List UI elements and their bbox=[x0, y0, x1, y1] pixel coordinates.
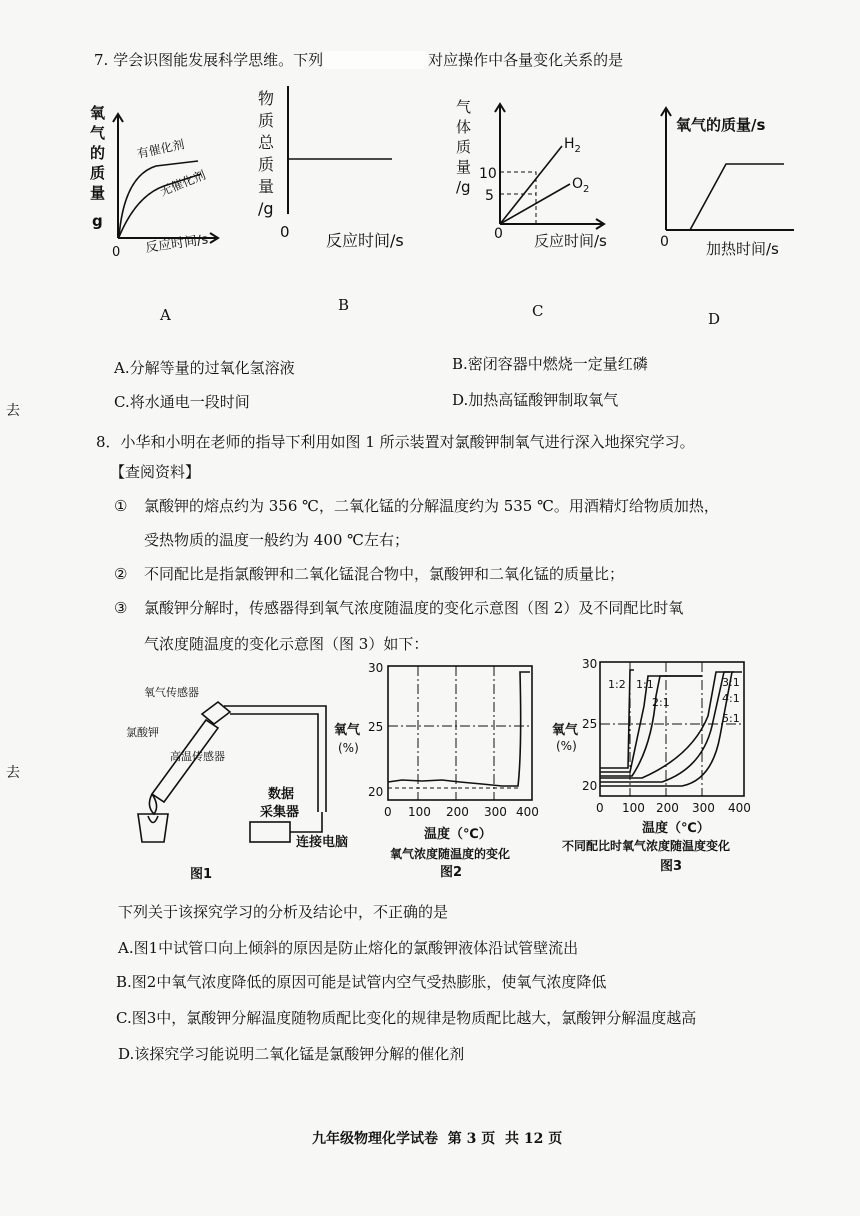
fig3-xtick: 0 bbox=[596, 801, 604, 815]
fig3-curve-2-1 bbox=[600, 676, 702, 776]
graph-c-series-o2-main: O bbox=[572, 176, 584, 192]
graph-c-ylabel-char: 气 bbox=[456, 98, 472, 116]
graph-b-ylabel-char: 物 bbox=[258, 89, 275, 108]
q8-prompt: 下列关于该探究学习的分析及结论中，不正确的是 bbox=[118, 903, 449, 921]
q7-option-a: A.分解等量的过氧化氢溶液 bbox=[114, 359, 295, 377]
fig3-chart bbox=[552, 656, 770, 876]
fig3-xtick: 400 bbox=[728, 801, 751, 815]
q7-option-c: C.将水通电一段时间 bbox=[114, 393, 250, 411]
fig1-label-temp-sensor: 高温传感器 bbox=[170, 750, 225, 763]
graph-c-ylabel-char: 量 bbox=[456, 158, 472, 176]
fig3-xtick: 200 bbox=[656, 801, 679, 815]
graph-c-line-h2 bbox=[500, 146, 562, 224]
graph-b-caption: B bbox=[338, 296, 350, 314]
graph-a-ylabel-char: 气 bbox=[90, 124, 106, 142]
graph-c-ylabel-char: 质 bbox=[456, 138, 472, 156]
graph-a-ylabel-char: g bbox=[92, 212, 103, 230]
graph-c-origin: 0 bbox=[494, 226, 503, 242]
fig3-ytick: 20 bbox=[582, 779, 598, 793]
q7-number: 7. bbox=[94, 51, 109, 69]
graph-a-curve-no-catalyst-label: 无催化剂 bbox=[157, 167, 208, 199]
graph-c-tick-10: 10 bbox=[479, 166, 497, 182]
graph-c-ylabel bbox=[456, 98, 471, 196]
fig1-label-kclo3: 氯酸钾 bbox=[126, 726, 159, 739]
fig3-ratio-label: 4:1 bbox=[722, 692, 740, 705]
fig2-ytick: 20 bbox=[368, 785, 384, 799]
graph-a-origin: 0 bbox=[112, 245, 121, 260]
q8-stem: 8．小华和小明在老师的指导下利用如图 1 所示装置对氯酸钾制氧气进行深入地探究学习。 bbox=[96, 433, 695, 451]
graph-c-line-o2 bbox=[500, 184, 570, 224]
graph-c-xlabel: 反应时间/s bbox=[534, 232, 607, 250]
graph-b-ylabel-char: 量 bbox=[258, 177, 275, 196]
fig2-ytick: 30 bbox=[368, 661, 384, 675]
graph-b-ylabel-char: 质 bbox=[258, 111, 275, 130]
fig1-stand bbox=[148, 816, 158, 823]
fig2-ylabel-2: (%) bbox=[338, 741, 359, 755]
graph-b bbox=[254, 86, 424, 256]
fig3-ylabel-1: 氧气 bbox=[552, 723, 579, 738]
q7-stem-after: 对应操作中各量变化关系的是 bbox=[428, 51, 624, 69]
margin-mark: 去 bbox=[6, 403, 20, 419]
fig2-curve bbox=[388, 672, 530, 786]
fig2-xtick: 200 bbox=[446, 805, 469, 819]
fig2-xtick: 400 bbox=[516, 805, 539, 819]
graph-d-ylabel: 氧气的质量/s bbox=[676, 116, 766, 134]
q7-option-b: B.密闭容器中燃烧一定量红磷 bbox=[452, 355, 648, 373]
fig2-xtick: 0 bbox=[384, 805, 392, 819]
graph-b-xlabel: 反应时间/s bbox=[326, 231, 404, 250]
graph-a-ylabel-char: 氧 bbox=[90, 104, 106, 122]
obscured-text bbox=[323, 51, 428, 69]
fig2-xlabel: 温度（℃） bbox=[424, 827, 492, 842]
fig3-caption: 图3 bbox=[660, 859, 683, 874]
page-footer: 九年级物理化学试卷 第 3 页 共 12 页 bbox=[312, 1131, 563, 1147]
q8-item1-num: ① bbox=[114, 497, 128, 515]
q7-option-d: D.加热高锰酸钾制取氧气 bbox=[452, 391, 619, 409]
graph-a-ylabel-char: 量 bbox=[90, 184, 106, 202]
q8-item3-line1: 氯酸钾分解时，传感器得到氧气浓度随温度的变化示意图（图 2）及不同配比时氧 bbox=[144, 599, 684, 617]
q7-stem bbox=[94, 50, 623, 70]
graph-b-origin: 0 bbox=[280, 223, 290, 241]
fig3-ratio-label: 5:1 bbox=[722, 712, 740, 725]
fig1-burner bbox=[138, 814, 168, 842]
graph-c-series-h2-main: H bbox=[564, 136, 575, 152]
q8-option-b: B.图2中氧气浓度降低的原因可能是试管内空气受热膨胀，使氧气浓度降低 bbox=[116, 973, 607, 991]
graph-d-y-axis bbox=[661, 108, 671, 230]
q8-section-title: 【查阅资料】 bbox=[110, 463, 201, 481]
graph-d bbox=[650, 104, 800, 264]
fig3-xtick: 300 bbox=[692, 801, 715, 815]
q8-item2-num: ② bbox=[114, 565, 128, 583]
fig1-collector-box bbox=[250, 822, 290, 842]
graph-d-line bbox=[690, 164, 784, 230]
fig3-subtitle: 不同配比时氧气浓度随温度变化 bbox=[562, 839, 731, 853]
graph-d-origin: 0 bbox=[660, 234, 669, 250]
q7-stem-before: 学会识图能发展科学思维。下列 bbox=[113, 51, 324, 69]
fig2-ytick: 25 bbox=[368, 720, 384, 734]
graph-c-series-o2-sub: 2 bbox=[583, 184, 590, 195]
fig3-xtick: 100 bbox=[622, 801, 645, 815]
q8-item1-line1: 氯酸钾的熔点约为 356 ℃，二氧化锰的分解温度约为 535 ℃。用酒精灯给物质加热， bbox=[144, 497, 719, 515]
graph-b-ylabel bbox=[258, 89, 275, 218]
fig3-xlabel: 温度（℃） bbox=[642, 821, 710, 836]
graph-a-ylabel-char: 质 bbox=[90, 164, 106, 182]
fig2-ylabel-1: 氧气 bbox=[334, 723, 361, 738]
q8-item1-line2: 受热物质的温度一般约为 400 ℃左右； bbox=[144, 531, 409, 549]
margin-mark: 去 bbox=[6, 765, 20, 781]
fig1-label-computer: 连接电脑 bbox=[296, 835, 349, 850]
graph-a-curve-catalyst bbox=[119, 161, 198, 237]
graph-c-caption: C bbox=[532, 302, 544, 320]
graph-b-ylabel-char: 质 bbox=[258, 155, 275, 174]
q8-item3-line2: 气浓度随温度的变化示意图（图 3）如下： bbox=[144, 635, 429, 653]
q8-option-d: D.该探究学习能说明二氧化锰是氯酸钾分解的催化剂 bbox=[118, 1045, 465, 1063]
graph-c-x-axis bbox=[500, 219, 604, 229]
graph-d-caption: D bbox=[708, 310, 721, 328]
graph-d-xlabel: 加热时间/s bbox=[706, 240, 779, 258]
q8-item3-num: ③ bbox=[114, 599, 128, 617]
graph-c-ylabel-char: /g bbox=[456, 178, 471, 196]
fig2-subtitle: 氧气浓度随温度的变化 bbox=[390, 847, 511, 861]
graph-a-ylabel-char: 的 bbox=[90, 144, 106, 162]
graph-a bbox=[86, 96, 226, 266]
graph-c bbox=[452, 96, 622, 256]
graph-c-ylabel-char: 体 bbox=[456, 118, 472, 136]
fig2-chart bbox=[332, 660, 554, 880]
fig2-xtick: 100 bbox=[408, 805, 431, 819]
q8-item2: 不同配比是指氯酸钾和二氧化锰混合物中，氯酸钾和二氧化锰的质量比； bbox=[144, 565, 625, 583]
graph-b-ylabel-char: /g bbox=[258, 199, 274, 218]
graph-a-caption: A bbox=[160, 306, 171, 324]
fig1-label-collector-2: 采集器 bbox=[260, 805, 300, 820]
graph-a-xlabel: 反应时间/s bbox=[144, 232, 210, 256]
fig3-ratio-label: 1:2 bbox=[608, 678, 626, 691]
fig1-label-o2-sensor: 氧气传感器 bbox=[144, 686, 199, 699]
fig3-ylabel-2: (%) bbox=[556, 739, 577, 753]
q8-option-c: C.图3中，氯酸钾分解温度随物质配比变化的规律是物质配比越大，氯酸钾分解温度越高 bbox=[116, 1009, 697, 1027]
q8-option-a: A.图1中试管口向上倾斜的原因是防止熔化的氯酸钾液体沿试管壁流出 bbox=[118, 939, 579, 957]
fig3-ratio-label: 1:1 bbox=[636, 678, 654, 691]
graph-c-series-h2-sub: 2 bbox=[574, 144, 581, 155]
graph-a-curve-catalyst-label: 有催化剂 bbox=[135, 137, 186, 161]
fig2-caption: 图2 bbox=[440, 865, 463, 880]
graph-c-tick-5: 5 bbox=[485, 188, 494, 204]
fig2-xtick: 300 bbox=[484, 805, 507, 819]
graph-c-series-h2 bbox=[564, 136, 581, 155]
fig3-ytick: 30 bbox=[582, 657, 598, 671]
fig1-label-collector-1: 数据 bbox=[268, 787, 295, 802]
fig1-caption: 图1 bbox=[190, 867, 213, 882]
graph-c-y-axis bbox=[495, 104, 505, 224]
graph-b-ylabel-char: 总 bbox=[258, 133, 275, 152]
graph-a-ylabel bbox=[90, 104, 106, 230]
fig3-ratio-label: 3:1 bbox=[722, 676, 740, 689]
fig3-ratio-label: 2:1 bbox=[652, 696, 670, 709]
fig3-ytick: 25 bbox=[582, 717, 598, 731]
graph-c-series-o2 bbox=[572, 176, 589, 195]
